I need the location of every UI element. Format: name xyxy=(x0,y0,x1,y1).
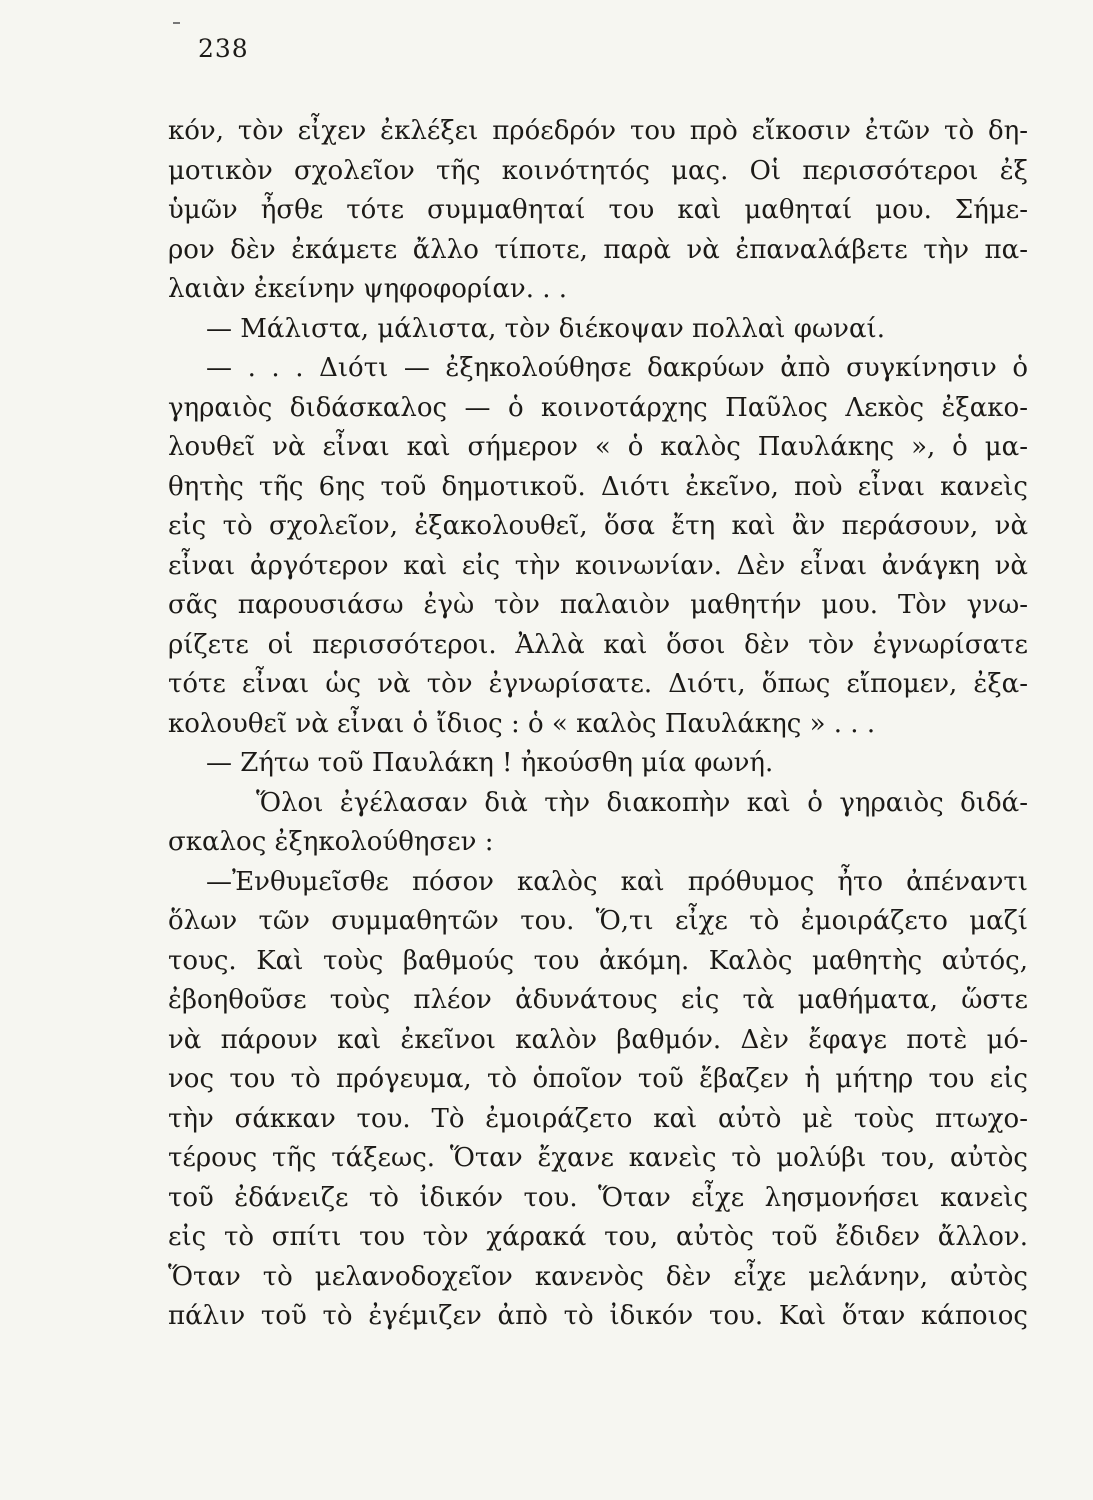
dialogue-line: —Ἐνθυμεῖσθε πόσον καλὸς καὶ πρόθυμος ἦτο ἀπέναντι xyxy=(206,866,1028,897)
text-line: Ὅταν τὸ μελανοδοχεῖον κανενὸς δὲν εἶχε μελάνην, αὐτὸς xyxy=(168,1261,1028,1292)
text-line: εἰς τὸ σπίτι του τὸν χάρακά του, αὐτὸς τοῦ ἔδιδεν ἄλλον. xyxy=(168,1222,1028,1252)
text-line: τέρους τῆς τάξεως. Ὅταν ἔχανε κανεὶς τὸ μολύβι του, αὐτὸς xyxy=(168,1143,1028,1173)
text-line: νὰ πάρουν καὶ ἐκεῖνοι καλὸν βαθμόν. Δὲν ἔφαγε ποτὲ μό- xyxy=(168,1024,1028,1055)
text-line: τὴν σάκκαν του. Τὸ ἐμοιράζετο καὶ αὐτὸ μὲ τοὺς πτωχο- xyxy=(168,1103,1028,1134)
dialogue-line: — . . . Διότι — ἐξηκολούθησε δακρύων ἀπὸ συγκίνησιν ὁ xyxy=(206,353,1028,383)
paragraph-start-line: Ὅλοι ἐγέλασαν διὰ τὴν διακοπὴν καὶ ὁ γηραιὸς διδά- xyxy=(256,787,1028,818)
text-line: πάλιν τοῦ τὸ ἐγέμιζεν ἀπὸ τὸ ἰδικόν του. Καὶ ὅταν κάποιος xyxy=(168,1301,1028,1331)
text-line: τους. Καὶ τοὺς βαθμούς του ἀκόμη. Καλὸς μαθητὴς αὐτός, xyxy=(168,945,1028,976)
text-line: λουθεῖ νὰ εἶναι καὶ σήμερον « ὁ καλὸς Παυλάκης », ὁ μα- xyxy=(168,432,1028,462)
text-line: ὑμῶν ἦσθε τότε συμμαθηταί του καὶ μαθηταί μου. Σήμε- xyxy=(168,195,1028,225)
text-line: ἐβοηθοῦσε τοὺς πλέον ἀδυνάτους εἰς τὰ μαθήματα, ὥστε xyxy=(168,985,1028,1015)
dialogue-line: — Μάλιστα, μάλιστα, τὸν διέκοψαν πολλαὶ φωναί. xyxy=(206,313,885,344)
text-line: νος του τὸ πρόγευμα, τὸ ὁποῖον τοῦ ἔβαζεν ἡ μήτηρ του εἰς xyxy=(168,1064,1028,1094)
text-line: εἶναι ἀργότερον καὶ εἰς τὴν κοινωνίαν. Δὲν εἶναι ἀνάγκη νὰ xyxy=(168,550,1028,581)
text-line: κόν, τὸν εἶχεν ἐκλέξει πρόεδρόν του πρὸ εἴκοσιν ἐτῶν τὸ δη- xyxy=(168,116,1028,146)
text-line: γηραιὸς διδάσκαλος — ὁ κοινοτάρχης Παῦλος Λεκὸς ἐξακο- xyxy=(168,392,1028,423)
text-line: κολουθεῖ νὰ εἶναι ὁ ἴδιος : ὁ « καλὸς Παυλάκης » . . . xyxy=(168,708,876,739)
text-line: μοτικὸν σχολεῖον τῆς κοινότητός μας. Οἱ περισσότεροι ἐξ xyxy=(168,155,1028,186)
text-line: εἰς τὸ σχολεῖον, ἐξακολουθεῖ, ὅσα ἔτη καὶ ἂν περάσουν, νὰ xyxy=(168,511,1028,541)
corner-mark xyxy=(173,22,180,24)
body-text xyxy=(168,112,1028,1337)
text-line: σκαλος ἐξηκολούθησεν : xyxy=(168,827,494,857)
text-line: τότε εἶναι ὡς νὰ τὸν ἐγνωρίσατε. Διότι, ὅπως εἴπομεν, ἐξα- xyxy=(168,669,1028,699)
text-line: ρίζετε οἱ περισσότεροι. Ἀλλὰ καὶ ὅσοι δὲν τὸν ἐγνωρίσατε xyxy=(168,629,1028,660)
text-line: ρον δὲν ἐκάμετε ἄλλο τίποτε, παρὰ νὰ ἐπαναλάβετε τὴν πα- xyxy=(168,234,1028,265)
text-line: ὅλων τῶν συμμαθητῶν του. Ὅ,τι εἶχε τὸ ἐμοιράζετο μαζί xyxy=(168,906,1028,936)
page-number: 238 xyxy=(198,34,249,63)
text-line: λαιὰν ἐκείνην ψηφοφορίαν. . . xyxy=(168,274,568,304)
text-line: θητὴς τῆς 6ης τοῦ δημοτικοῦ. Διότι ἐκεῖνο, ποὺ εἶναι κανεὶς xyxy=(168,471,1028,502)
dialogue-line: — Ζήτω τοῦ Παυλάκη ! ἠκούσθη μία φωνή. xyxy=(206,748,774,778)
text-line: σᾶς παρουσιάσω ἐγὼ τὸν παλαιὸν μαθητήν μου. Τὸν γνω- xyxy=(168,590,1028,620)
text-line: τοῦ ἐδάνειζε τὸ ἰδικόν του. Ὅταν εἶχε λησμονήσει κανεὶς xyxy=(168,1182,1028,1213)
